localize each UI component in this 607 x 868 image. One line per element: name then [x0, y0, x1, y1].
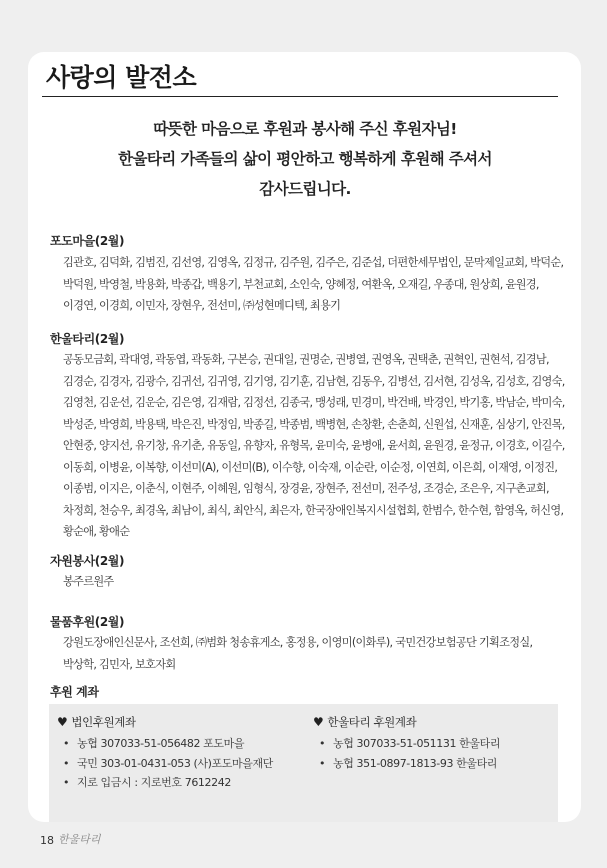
goods-donor-list: 강원도장애인신문사, 조선희, ㈜범화 청송휴게소, 홍정용, 이영미(이화루), 국민건강보험공단 기획조정실, 박상학, 김민자, 보호자회 — [63, 636, 533, 671]
bullet-icon: • — [63, 737, 70, 750]
account-item: • 농협 307033-51-051131 한울타리 — [313, 734, 500, 754]
accounts-heading: 후원 계좌 — [50, 685, 99, 699]
hanultari-account-list — [313, 734, 500, 773]
account-item: • 지로 입금시 : 지로번호 7612242 — [57, 773, 273, 793]
section-heading-volunteer: 자원봉사(2월) — [50, 554, 125, 568]
intro-line: 따뜻한 마음으로 후원과 봉사해 주신 후원자님! — [153, 120, 457, 138]
hanultari-account-column — [313, 712, 500, 773]
title-divider — [42, 96, 558, 97]
heart-icon: ♥ — [57, 715, 68, 729]
page-title: 사랑의 발전소 — [46, 63, 197, 92]
footer-logo: 한울타리 — [58, 833, 101, 846]
bullet-icon: • — [63, 756, 70, 770]
page-number: 18 — [40, 834, 54, 847]
corporate-account-list — [57, 734, 273, 793]
volunteer-list: 봉주르원주 — [63, 575, 114, 588]
bullet-icon: • — [319, 737, 326, 750]
hanultari-account-title: 한울타리 후원계좌 — [327, 715, 417, 729]
bullet-icon: • — [63, 776, 70, 789]
section-heading-podomaeul: 포도마을(2월) — [50, 234, 125, 248]
account-item: • 국민 303-01-0431-053 (사)포도마을재단 — [57, 754, 273, 774]
intro-line: 감사드립니다. — [259, 180, 351, 198]
intro-line: 한울타리 가족들의 삶이 평안하고 행복하게 후원해 주셔서 — [118, 150, 492, 168]
donor-list-hanultari: 공동모금회, 곽대영, 곽동엽, 곽동화, 구본승, 권대일, 권명순, 권병열, 권영옥, 권택춘, 권혁인, 권현석, 김경남, 김경순, 김경자, 김광수, 김귀선, 김귀영, 김기영, 김기훈, 김남현, 김동우, 김병선, 김서현, 김성옥, 김성호, 김영숙, 김영천, 김운선, 김운순, 김은영, 김재람, 김정선, 김종국, 맹성래, 민경미, 박건배, 박경인, 박기홍, 박남순, 박미숙, 박성준, 박영희, 박용택, 박은진, 박정임, 박종길, 박종범, 백병현, 손창환, 손춘희, 신원섭, 신재훈, 심상기, 안진목, 안현중, 양지선, 유기창, 유기춘, 유동일, 유향자, 유형목, 윤미숙, 윤병애, 윤서희, 윤원경, 윤정규, 이경호, 이길수, 이동희, 이병윤, 이복향, 이선미(A), 이선미(B), 이수향, 이숙재, 이순란, 이순정, 이연희, 이은희, 이재영, 이정진, 이종범, 이지은, 이춘식, 이현주, 이혜원, 임형식, 장경윤, 장현주, 전선미, 전주성, 조경순, 조은우, 지구촌교회, 차정희, 천승우, 최경옥, 최남이, 최식, 최안식, 최은자, 한국장애인복지시설협회, 한범수, 한수현, 함영옥, 허신영, 황순애, 황애순 — [63, 353, 565, 538]
account-item: • 농협 351-0897-1813-93 한울타리 — [313, 754, 500, 774]
section-heading-goods: 물품후원(2월) — [50, 615, 125, 629]
accounts-box — [49, 704, 558, 822]
heart-icon: ♥ — [313, 715, 324, 729]
corporate-account-title: 법인후원계좌 — [71, 715, 136, 729]
bullet-icon: • — [319, 756, 326, 770]
account-item: • 농협 307033-51-056482 포도마을 — [57, 734, 273, 754]
donor-list-podomaeul: 김관호, 김덕화, 김범진, 김선영, 김영옥, 김정규, 김주원, 김주은, 김준섭, 더편한세무법인, 문막제일교회, 박덕순, 박덕원, 박영철, 박용화, 박종갑, 백용기, 부천교회, 소인숙, 양혜정, 여환옥, 오재길, 우종대, 원상희, 윤원경, 이경연, 이경희, 이민자, 장현우, 전선미, ㈜성현메디텍, 최용기 — [63, 256, 564, 312]
section-heading-hanultari: 한울타리(2월) — [50, 332, 125, 346]
corporate-account-column — [57, 712, 273, 793]
intro-message — [40, 114, 570, 204]
